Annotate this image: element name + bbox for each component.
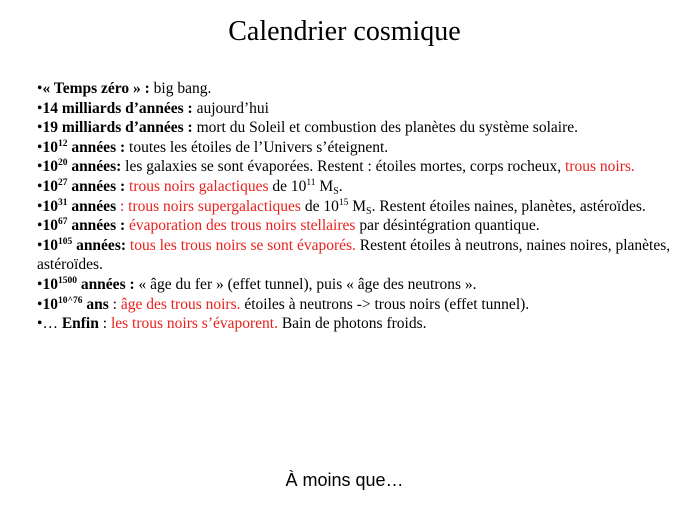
bullet: • <box>37 217 43 235</box>
label-exponent: 105 <box>57 236 73 247</box>
item-highlight: âge des trous noirs. <box>116 295 241 313</box>
item-label <box>42 178 125 195</box>
bullet: • <box>37 158 43 176</box>
item-label: « Temps zéro » : <box>42 80 150 97</box>
label-exponent: 1500 <box>57 275 77 286</box>
mass-exponent: 15 <box>338 197 349 208</box>
list-item <box>37 314 677 334</box>
slide-title: Calendrier cosmique <box>228 16 461 47</box>
bullet: • <box>37 315 43 333</box>
item-label: 19 milliards d’années : <box>42 119 193 137</box>
list-item <box>37 275 677 295</box>
label-base: 10 <box>42 138 58 156</box>
item-label: 14 milliards d’années : <box>42 99 193 117</box>
label-exponent: 27 <box>57 177 68 188</box>
item-colon: : <box>108 295 117 313</box>
bullet: • <box>37 80 43 97</box>
item-label <box>42 158 121 175</box>
label-unit: années <box>67 197 117 215</box>
list-item <box>37 216 677 236</box>
bullet: • <box>37 197 43 215</box>
item-text-end: . <box>338 177 343 195</box>
item-label: Enfin <box>61 315 99 333</box>
label-unit: années : <box>67 217 126 235</box>
item-label <box>42 237 126 254</box>
item-highlight: évaporation des trous noirs stellaires <box>125 217 356 235</box>
label-exponent: 67 <box>57 217 68 228</box>
label-base: 10 <box>42 177 58 195</box>
item-text: les galaxies se sont évaporées. Restent : étoiles mortes, corps rocheux, <box>121 158 566 176</box>
bullet: • <box>37 138 43 156</box>
mass-subscript: S <box>333 185 339 197</box>
bullet: • <box>37 295 43 313</box>
label-exponent: 20 <box>57 158 68 169</box>
item-label <box>42 198 116 215</box>
bullet: • <box>37 236 43 254</box>
list-item <box>37 197 677 217</box>
item-label <box>42 217 125 234</box>
item-label <box>42 296 108 313</box>
item-text: aujourd’hui <box>192 99 269 117</box>
timeline-list <box>37 79 677 334</box>
bullet: • <box>37 99 43 117</box>
closing-remark: À moins que… <box>285 470 404 490</box>
list-item <box>37 236 677 275</box>
label-base: 10 <box>42 275 58 293</box>
bullet: • <box>37 119 43 137</box>
item-text-end: . Restent étoiles naines, planètes, astéroïdes. <box>371 197 646 215</box>
item-highlight: trous noirs galactiques <box>125 177 269 195</box>
label-exponent: 10^76 <box>57 295 83 306</box>
label-base: 10 <box>42 158 58 176</box>
item-text: de 10 <box>268 177 307 195</box>
item-highlight: : trous noirs supergalactiques <box>116 197 301 215</box>
item-text: Restent étoiles à neutrons, naines noires, planètes, astéroïdes. <box>37 236 671 274</box>
label-exponent: 31 <box>57 197 68 208</box>
label-base: 10 <box>42 217 58 235</box>
item-highlight: tous les trous noirs se sont évaporés. <box>126 236 356 254</box>
list-item <box>37 99 677 119</box>
label-base: 10 <box>42 197 58 215</box>
label-base: 10 <box>42 295 58 313</box>
item-ellipsis: … <box>42 315 62 333</box>
list-item <box>37 79 677 99</box>
item-text: par désintégration quantique. <box>355 217 540 235</box>
item-colon: : <box>98 315 108 333</box>
label-unit: années : <box>67 177 126 195</box>
mass-unit: M <box>348 197 366 215</box>
label-exponent: 12 <box>57 138 68 149</box>
item-text: Bain de photons froids. <box>277 315 427 333</box>
item-highlight: les trous noirs s’évaporent. <box>107 315 278 333</box>
list-item <box>37 295 677 315</box>
item-text: « âge du fer » (effet tunnel), puis « âge des neutrons ». <box>134 275 477 293</box>
mass-exponent: 11 <box>306 177 316 188</box>
label-unit: années: <box>72 236 127 254</box>
item-label <box>42 139 125 156</box>
mass-unit: M <box>315 177 334 195</box>
item-label <box>42 276 134 293</box>
label-unit: années : <box>76 275 135 293</box>
mass-subscript: S <box>366 205 372 217</box>
bullet: • <box>37 275 43 293</box>
list-item <box>37 177 677 197</box>
list-item <box>37 118 677 138</box>
bullet: • <box>37 177 43 195</box>
item-text: mort du Soleil et combustion des planètes du système solaire. <box>192 119 579 137</box>
item-text: étoiles à neutrons -> trous noirs (effet tunnel). <box>240 295 530 313</box>
label-unit: années : <box>67 138 126 156</box>
label-base: 10 <box>42 236 58 254</box>
item-text: toutes les étoiles de l’Univers s’éteignent. <box>125 138 389 156</box>
label-unit: années: <box>67 158 122 176</box>
item-text: big bang. <box>149 80 212 97</box>
list-item <box>37 157 677 177</box>
item-text: de 10 <box>300 197 339 215</box>
label-unit: ans <box>82 295 109 313</box>
list-item <box>37 138 677 158</box>
item-highlight: trous noirs. <box>565 158 635 176</box>
